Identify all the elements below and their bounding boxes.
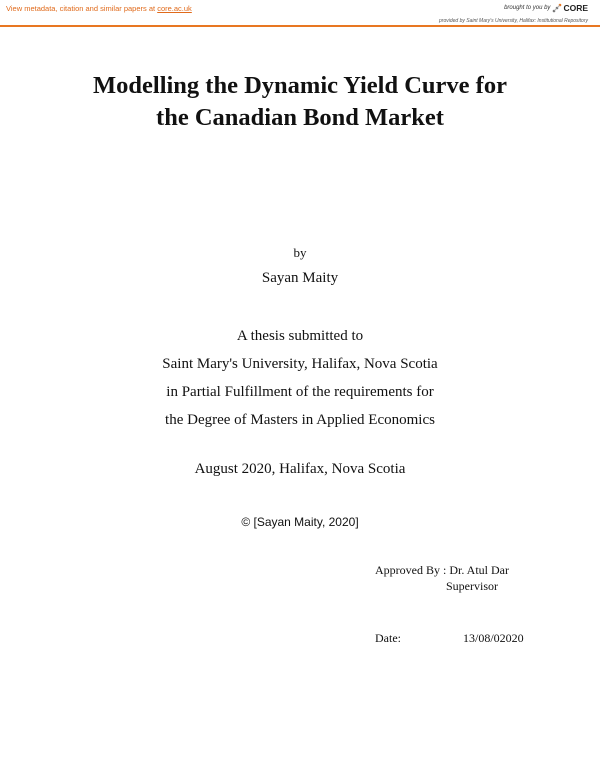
core-logo-icon xyxy=(552,3,562,13)
core-logo-text: CORE xyxy=(563,3,588,13)
supervisor-label: Supervisor xyxy=(446,579,498,593)
thesis-line: in Partial Fulfillment of the requirements for xyxy=(166,384,434,400)
author-name: Sayan Maity xyxy=(261,270,339,286)
title-line-2: the Canadian Bond Market xyxy=(156,104,444,131)
by-label: by xyxy=(293,245,307,260)
date-label: Date: xyxy=(375,631,401,645)
copyright-notice: © [Sayan Maity, 2020] xyxy=(241,515,359,529)
title-line-1: Modelling the Dynamic Yield Curve for xyxy=(93,72,507,99)
thesis-line: Saint Mary's University, Halifax, Nova Scotia xyxy=(162,356,438,372)
date-value: 13/08/02020 xyxy=(463,631,524,645)
core-metadata-link[interactable] xyxy=(6,4,192,13)
metadata-link-site[interactable]: core.ac.uk xyxy=(157,4,192,13)
thesis-line: A thesis submitted to xyxy=(236,328,364,344)
metadata-link-prefix: View metadata, citation and similar papers at xyxy=(6,4,158,13)
thesis-statement xyxy=(0,322,600,434)
thesis-title xyxy=(0,70,600,134)
thesis-line: the Degree of Masters in Applied Economics xyxy=(165,412,435,428)
brought-text: brought to you by xyxy=(504,5,551,11)
provided-by-text: provided by Saint Mary's University, Halifax: Institutional Repository xyxy=(439,18,588,24)
approved-by: Approved By : Dr. Atul Dar xyxy=(375,563,509,577)
header-divider xyxy=(0,25,600,27)
brought-to-you-by[interactable] xyxy=(504,3,588,13)
core-logo[interactable] xyxy=(552,3,588,13)
core-header-bar xyxy=(0,0,600,27)
date-and-place: August 2020, Halifax, Nova Scotia xyxy=(194,461,406,477)
